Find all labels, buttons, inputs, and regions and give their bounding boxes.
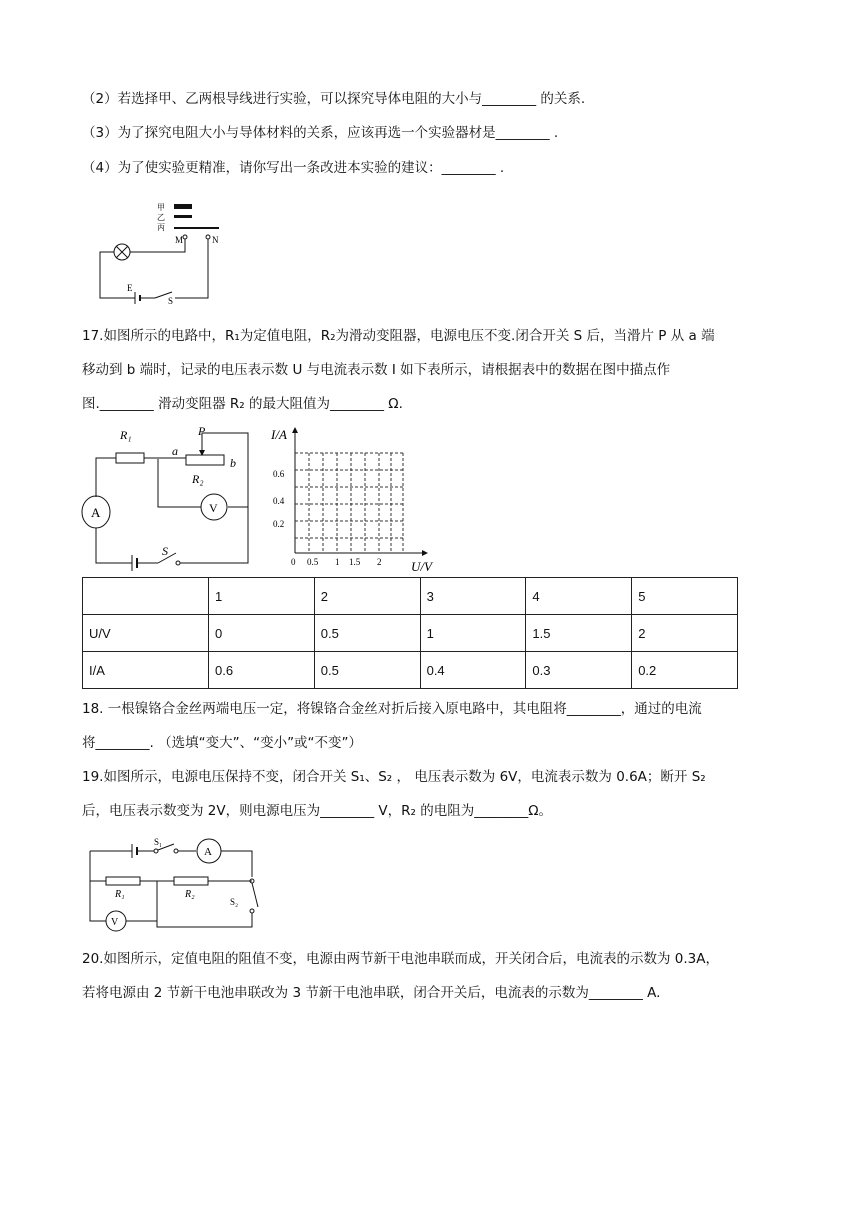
r2-rheostat xyxy=(186,455,224,465)
q16-circuit-figure xyxy=(95,196,225,306)
slider-p-label: P xyxy=(198,425,206,438)
ytick-0.6: 0.6 xyxy=(273,469,285,479)
table-cell: 2 xyxy=(314,578,420,615)
table-cell: 0.4 xyxy=(420,652,526,689)
q17-text-line2: 移动到 b 端时，记录的电压表示数 U 与电流表示数 I 如下表所示，请根据表中的数据在图中描点作 xyxy=(82,362,671,378)
xtick-0.5: 0.5 xyxy=(307,557,319,567)
q16-part2: （2）若选择甲、乙两根导线进行实验，可以探究导体电阻的大小与________ 的关系. xyxy=(82,91,586,107)
r2-resistor xyxy=(174,877,208,885)
table-cell: 0.6 xyxy=(209,652,315,689)
table-cell: U/V xyxy=(83,615,209,652)
wire-yi xyxy=(174,215,192,218)
q17-data-table xyxy=(82,577,738,689)
r1-resistor xyxy=(106,877,140,885)
table-cell: 1 xyxy=(209,578,315,615)
wire-bing xyxy=(174,227,219,229)
table-cell: 0.5 xyxy=(314,652,420,689)
r1-label: R₁ xyxy=(115,889,125,900)
wire-label-yi: 乙 xyxy=(157,213,165,222)
q19-text-line1: 19.如图所示，电源电压保持不变，闭合开关 S₁、S₂ ， 电压表示数为 6V，电流表示数为 0.6A；断开 S₂ xyxy=(82,769,706,785)
r1-label: R₁ xyxy=(120,428,132,442)
table-cell: 5 xyxy=(632,578,738,615)
table-cell: I/A xyxy=(83,652,209,689)
table-cell: 0.3 xyxy=(526,652,632,689)
table-cell: 4 xyxy=(526,578,632,615)
s1-label: S₁ xyxy=(154,837,163,847)
switch-s2-icon xyxy=(252,883,258,907)
xtick-2: 2 xyxy=(377,557,382,567)
xtick-0: 0 xyxy=(291,557,296,567)
table-cell xyxy=(83,578,209,615)
table-row xyxy=(83,652,738,689)
q16-part4: （4）为了使实验更精准，请你写出一条改进本实验的建议：________ . xyxy=(82,160,505,176)
q19-circuit-figure xyxy=(82,835,272,935)
s2-label: S₂ xyxy=(230,897,239,907)
r2-label: R₂ xyxy=(185,889,195,900)
r2-label: R₂ xyxy=(192,472,204,486)
table-cell: 0.2 xyxy=(632,652,738,689)
table-header-row xyxy=(83,578,738,615)
ytick-0.4: 0.4 xyxy=(273,496,285,506)
ammeter-label: A xyxy=(91,505,101,520)
q17-text-line3: 图.________ 滑动变阻器 R₂ 的最大阻值为________ Ω. xyxy=(82,396,403,412)
terminal-n-label: N xyxy=(212,235,219,245)
q17-text-line1: 17.如图所示的电路中，R₁为定值电阻，R₂为滑动变阻器，电源电压不变.闭合开关 S 后，当滑片 P 从 a 端 xyxy=(82,328,715,344)
wire-jia xyxy=(174,204,192,209)
q18-text-line2: 将________. （选填“变大”、“变小”或“不变”） xyxy=(82,735,363,751)
table-row xyxy=(83,615,738,652)
table-cell: 2 xyxy=(632,615,738,652)
q18-text-line1: 18. 一根镍铬合金丝两端电压一定，将镍铬合金丝对折后接入原电路中，其电阻将________，通过的电流 xyxy=(82,701,702,717)
r1-resistor xyxy=(116,453,144,463)
table-cell: 0 xyxy=(209,615,315,652)
ammeter-label: A xyxy=(204,846,212,858)
table-cell: 0.5 xyxy=(314,615,420,652)
graph-grid xyxy=(295,453,403,553)
xtick-1.5: 1.5 xyxy=(349,557,361,567)
battery-label: E xyxy=(127,283,133,293)
q20-text-line1: 20.如图所示，定值电阻的阻值不变，电源由两节新干电池串联而成，开关闭合后，电流表的示数为 0.3A， xyxy=(82,951,719,967)
terminal-b-label: b xyxy=(230,456,236,470)
ytick-0.2: 0.2 xyxy=(273,519,285,529)
q16-part3: （3）为了探究电阻大小与导体材料的关系，应该再选一个实验器材是________ . xyxy=(82,125,559,141)
terminal-m-label: M xyxy=(175,235,184,245)
q17-circuit-figure xyxy=(80,425,270,577)
table-cell: 1 xyxy=(420,615,526,652)
switch-label: S xyxy=(168,296,174,306)
voltmeter-label: V xyxy=(209,501,218,515)
graph-ylabel: I/A xyxy=(271,427,287,442)
table-cell: 3 xyxy=(420,578,526,615)
q20-text-line2: 若将电源由 2 节新干电池串联改为 3 节新干电池串联，闭合开关后，电流表的示数为________ A. xyxy=(82,985,661,1001)
graph-xlabel: U/V xyxy=(411,559,432,574)
wire-label-jia: 甲 xyxy=(157,203,165,212)
q17-iu-graph xyxy=(265,425,435,577)
terminal-a-label: a xyxy=(172,444,178,458)
xtick-1: 1 xyxy=(335,557,340,567)
terminal-n xyxy=(206,235,210,239)
voltmeter-label: V xyxy=(111,917,119,928)
table-cell: 1.5 xyxy=(526,615,632,652)
wire-label-bing: 丙 xyxy=(157,223,165,232)
switch-label: S xyxy=(162,544,168,558)
q19-text-line2: 后，电压表示数变为 2V，则电源电压为________ V，R₂ 的电阻为________Ω。 xyxy=(82,803,553,819)
terminal-m xyxy=(183,235,187,239)
